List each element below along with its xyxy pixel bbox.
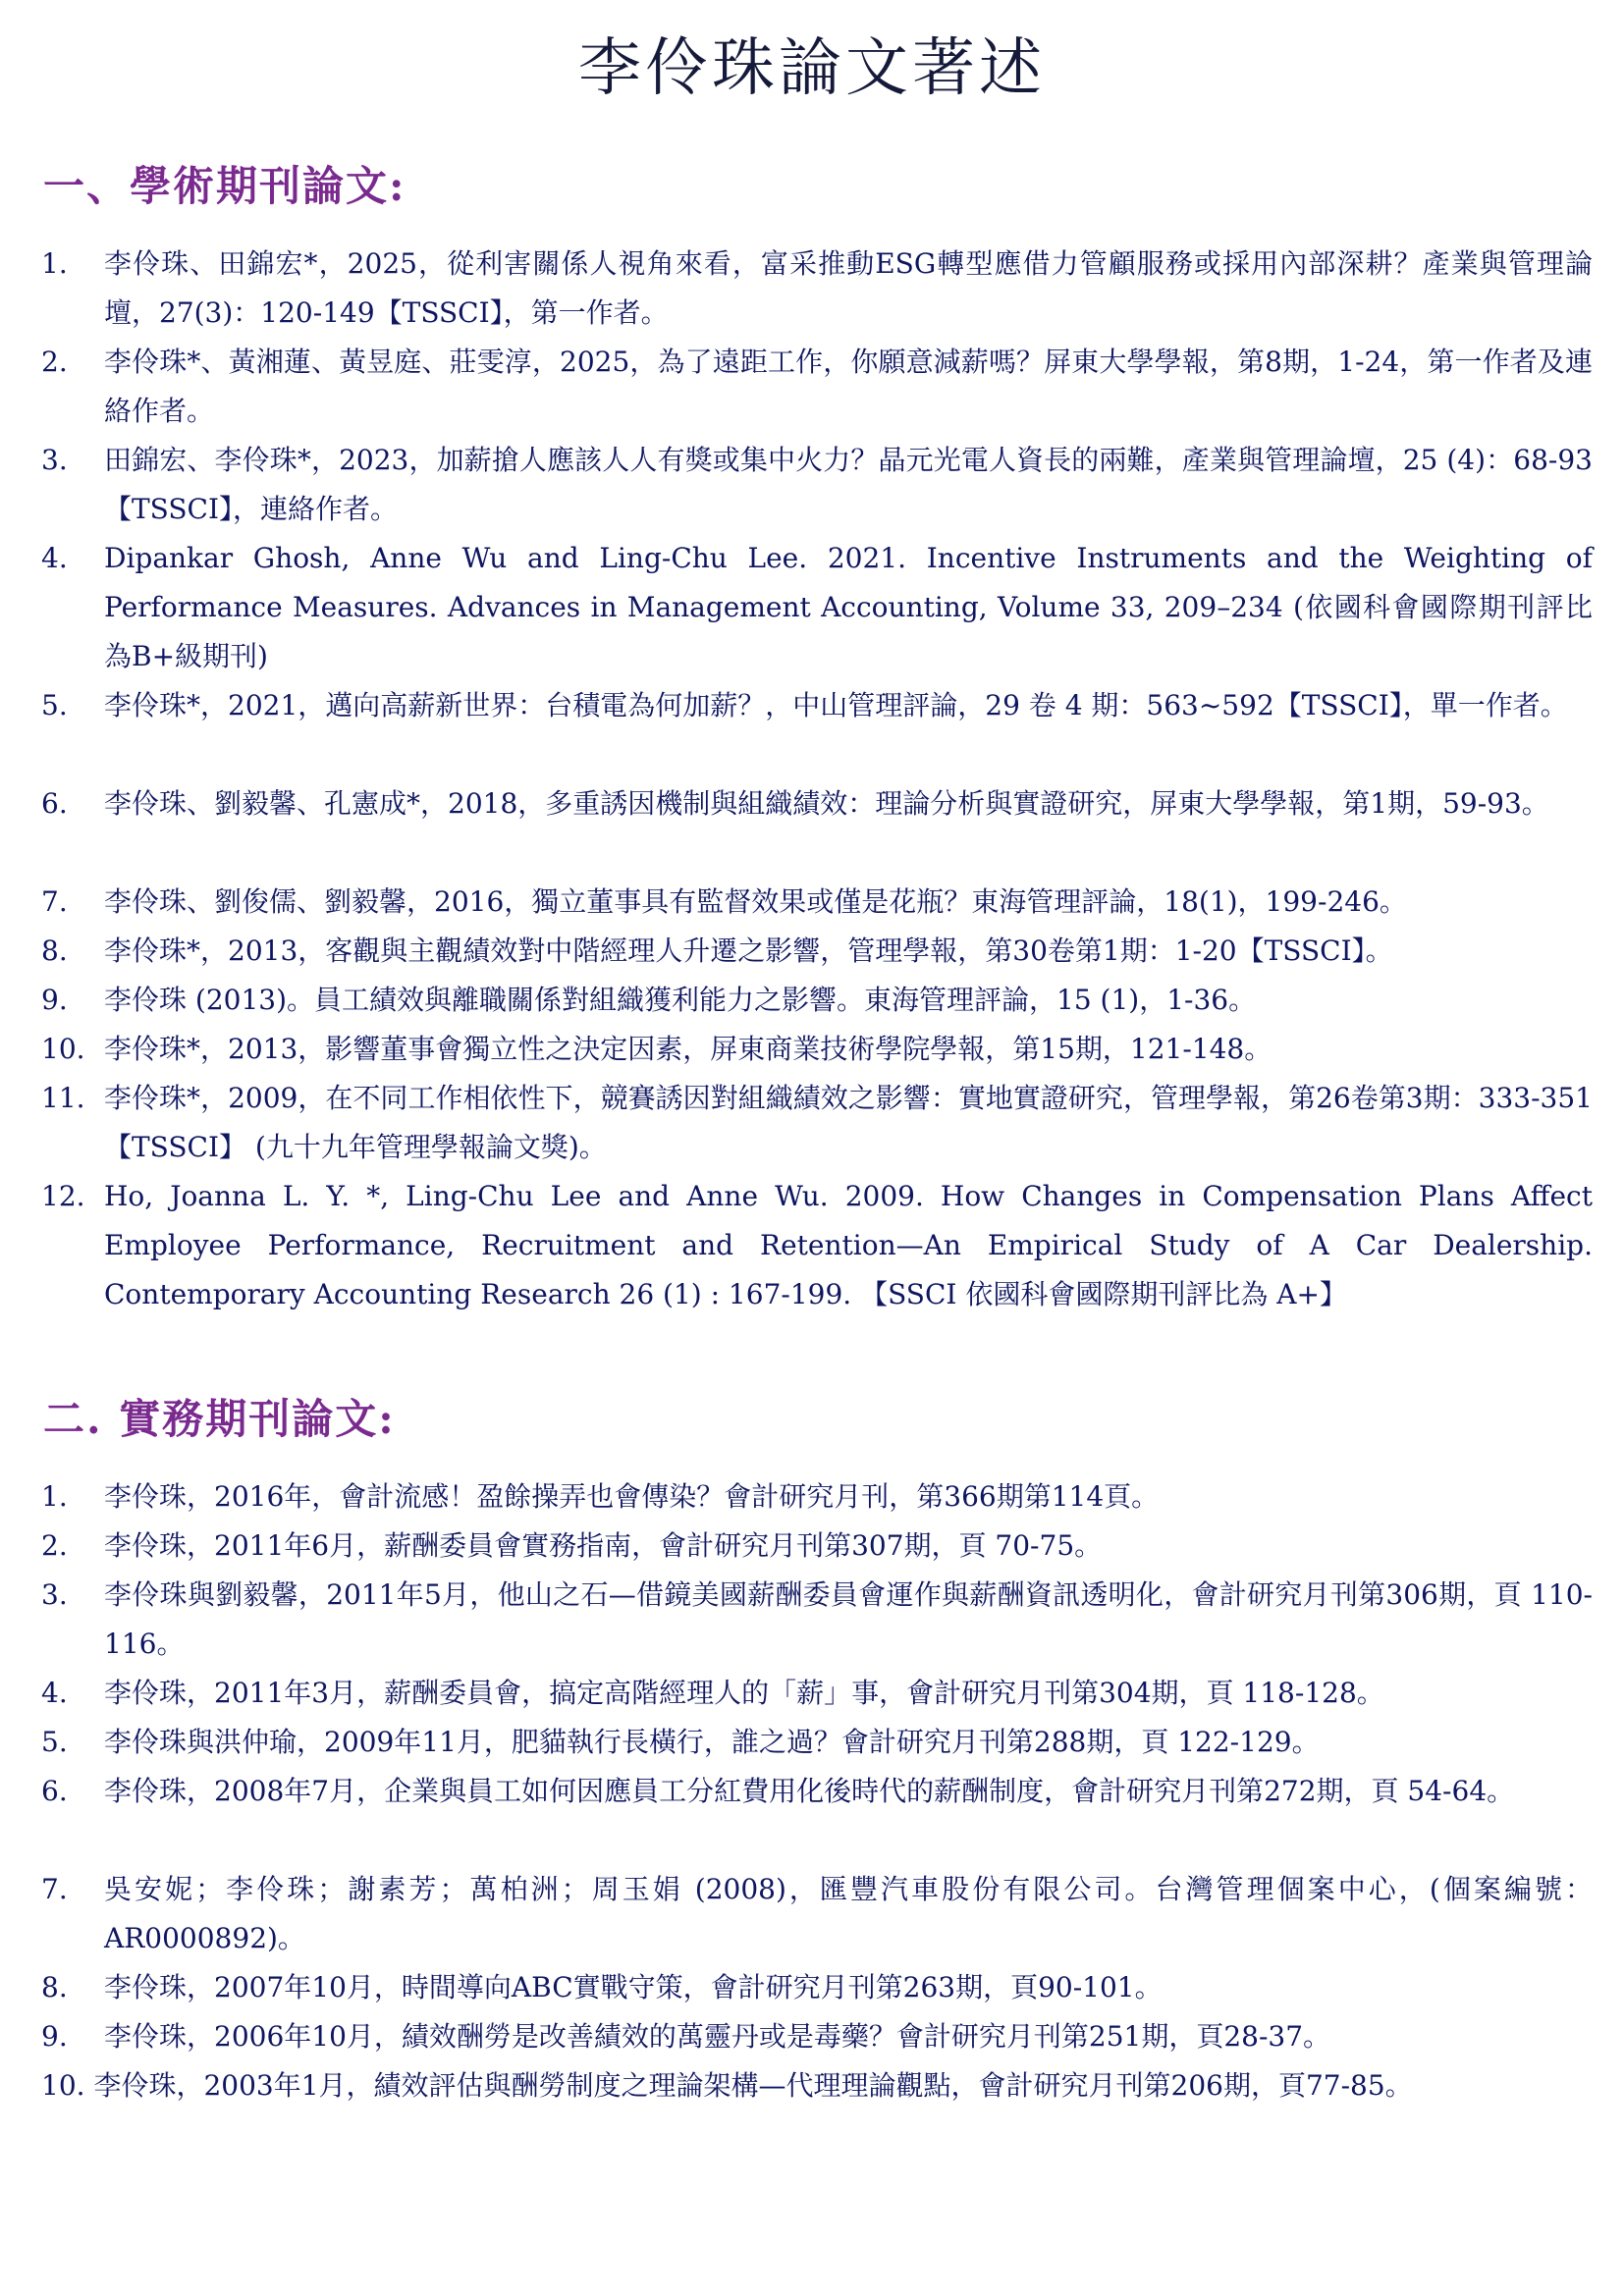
item-text: 李伶珠，2011年6月，薪酬委員會實務指南，會計研究月刊第307期，頁 70-75。: [104, 1529, 1103, 1562]
list-item: [41, 1074, 1593, 1172]
list-item: [41, 878, 1593, 927]
item-text: 李伶珠*，2013，客觀與主觀績效對中階經理人升遷之影響，管理學報，第30卷第1期：1-20【TSSCI】。: [104, 934, 1393, 967]
item-text: 李伶珠與洪仲瑜，2009年11月，肥貓執行長橫行，誰之過？會計研究月刊第288期，頁 122-129。: [104, 1726, 1320, 1758]
item-number: 12.: [41, 1180, 85, 1212]
item-text: 李伶珠，2016年，會計流感！盈餘操弄也會傳染？會計研究月刊，第366期第114頁。: [104, 1480, 1160, 1513]
item-number: 10.: [41, 2069, 85, 2102]
item-number: 7.: [41, 1873, 68, 1905]
list-item: [41, 338, 1593, 436]
item-text: 李伶珠、田錦宏*，2025，從利害關係人視角來看，富采推動ESG轉型應借力管顧服務或採用內部深耕？產業與管理論壇，27(3)：120-149【TSSCI】，第一作者。: [104, 247, 1593, 329]
item-text: 李伶珠，2008年7月，企業與員工如何因應員工分紅費用化後時代的薪酬制度，會計研究月刊第272期，頁 54-64。: [104, 1775, 1515, 1807]
list-item: [41, 1865, 1593, 1963]
item-text: 李伶珠，2006年10月，績效酬勞是改善績效的萬靈丹或是毒藥？會計研究月刊第251期，頁28-37。: [104, 2020, 1331, 2053]
item-number: 3.: [41, 1578, 68, 1611]
item-number: 11.: [41, 1082, 85, 1114]
item-number: 4.: [41, 1677, 68, 1709]
list-item: [41, 1571, 1593, 1669]
list-item: [41, 1767, 1593, 1816]
item-number: 5.: [41, 1726, 68, 1758]
item-text: 李伶珠，2011年3月，薪酬委員會，搞定高階經理人的「薪」事，會計研究月刊第304期，頁 118-128。: [104, 1677, 1384, 1709]
item-text: 李伶珠*，2009，在不同工作相依性下，競賽誘因對組織績效之影響：實地實證研究，管理學報，第26卷第3期：333-351【TSSCI】 (九十九年管理學報論文獎)。: [104, 1082, 1593, 1163]
list-item: [41, 1025, 1593, 1074]
item-number: 3.: [41, 444, 68, 476]
item-text: 李伶珠與劉毅馨，2011年5月，他山之石—借鏡美國薪酬委員會運作與薪酬資訊透明化，會計研究月刊第306期，頁 110-116。: [104, 1578, 1593, 1660]
list-item: [41, 976, 1593, 1025]
list-item: [41, 1963, 1593, 2012]
item-text: Dipankar Ghosh, Anne Wu and Ling-Chu Lee. 2021. Incentive Instruments and the Weighting of Performance Measures. Advances in Management Accounting, Volume 33, 209–234 (依國科會國際期刊評比為B+級期刊): [104, 542, 1593, 672]
item-number: 8.: [41, 934, 68, 967]
item-text: 田錦宏、李伶珠*，2023，加薪搶人應該人人有獎或集中火力？晶元光電人資長的兩難，產業與管理論壇，25 (4)：68-93【TSSCI】，連絡作者。: [104, 444, 1593, 525]
item-text: 李伶珠、劉俊儒、劉毅馨，2016，獨立董事具有監督效果或僅是花瓶？東海管理評論，18(1)，199-246。: [104, 885, 1407, 918]
item-number: 9.: [41, 984, 68, 1016]
list-item: [41, 240, 1593, 338]
list-item: [41, 927, 1593, 976]
item-text: 李伶珠，2003年1月，績效評估與酬勞制度之理論架構—代理理論觀點，會計研究月刊第206期，頁77-85。: [93, 2069, 1413, 2102]
item-text: 李伶珠*，2021，邁向高薪新世界：台積電為何加薪？，中山管理評論，29 卷 4 期：563~592【TSSCI】，單一作者。: [104, 689, 1568, 721]
item-text: 李伶珠，2007年10月，時間導向ABC實戰守策，會計研究月刊第263期，頁90-101。: [104, 1971, 1163, 2003]
list-item: [41, 1172, 1593, 1319]
list-item: [41, 2012, 1593, 2061]
item-number: 2.: [41, 346, 68, 378]
item-number: 6.: [41, 1775, 68, 1807]
list-item: [41, 436, 1593, 534]
item-number: 9.: [41, 2020, 68, 2053]
list-item: [41, 2061, 1593, 2110]
list-item: [41, 1472, 1593, 1522]
list-item: [41, 534, 1593, 681]
list-item: [41, 1522, 1593, 1571]
list-item: [41, 779, 1593, 828]
item-text: 李伶珠、劉毅馨、孔憲成*，2018，多重誘因機制與組織績效：理論分析與實證研究，屏東大學學報，第1期，59-93。: [104, 787, 1549, 820]
document-title: 李伶珠論文著述: [578, 32, 1046, 105]
item-number: 5.: [41, 689, 68, 721]
item-text: 吳安妮；李伶珠；謝素芳；萬柏洲；周玉娟 (2008)，匯豐汽車股份有限公司。台灣管理個案中心，(個案編號：AR0000892)。: [104, 1873, 1593, 1954]
section-heading-academic: 一、學術期刊論文:: [43, 162, 406, 210]
item-number: 6.: [41, 787, 68, 820]
list-item: [41, 1669, 1593, 1718]
item-number: 10.: [41, 1033, 85, 1065]
item-text: 李伶珠*，2013，影響董事會獨立性之決定因素，屏東商業技術學院學報，第15期，121-148。: [104, 1033, 1272, 1065]
item-text: Ho, Joanna L. Y. *, Ling-Chu Lee and Anne Wu. 2009. How Changes in Compensation Plans Affect Employee Performance, Recruitment and Retention—An Empirical Study of A Car Dealership. Contemporary Accounting Research 26 (1) : 167-199. 【SSCI 依國科會國際期刊評比為 A+】: [104, 1180, 1593, 1310]
item-text: 李伶珠 (2013)。員工績效與離職關係對組織獲利能力之影響。東海管理評論，15 (1)，1-36。: [104, 984, 1257, 1016]
item-number: 1.: [41, 247, 68, 280]
item-number: 8.: [41, 1971, 68, 2003]
list-item: [41, 681, 1593, 730]
list-item: [41, 1718, 1593, 1767]
item-number: 2.: [41, 1529, 68, 1562]
item-text: 李伶珠*、黃湘蓮、黃昱庭、莊雯淳，2025，為了遠距工作，你願意減薪嗎？屏東大學學報，第8期，1-24，第一作者及連絡作者。: [104, 346, 1593, 427]
item-number: 4.: [41, 542, 68, 574]
item-number: 7.: [41, 885, 68, 918]
item-number: 1.: [41, 1480, 68, 1513]
section-heading-practice: 二. 實務期刊論文:: [43, 1395, 396, 1443]
